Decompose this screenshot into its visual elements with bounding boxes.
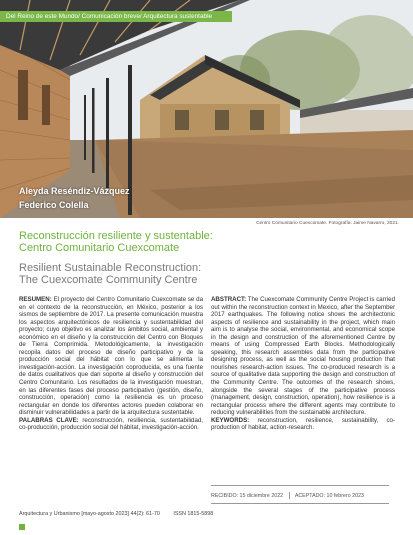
abstract-label: ABSTRACT: (211, 296, 247, 303)
abstract-paragraph (211, 296, 395, 417)
keywords-text: reconstruction, resilience, sustainability, co-production of habitat, action-research. (211, 416, 395, 432)
issn: ISSN 1815-5898 (173, 511, 214, 517)
resumen-label: RESUMEN: (19, 296, 52, 303)
accepted-date: ACEPTADO: 10 febrero 2023 (294, 492, 364, 499)
divider (289, 492, 290, 499)
spanish-title (19, 231, 213, 254)
author-name: Federico Colella (19, 200, 89, 210)
english-title (19, 263, 201, 286)
palabras-clave-paragraph (19, 417, 203, 432)
spanish-title-line: Reconstrucción resiliente y sustentable: (19, 230, 213, 242)
submission-dates (211, 492, 391, 499)
abstract-column (211, 296, 395, 432)
received-date: RECIBIDO: 15 diciembre 2022 (211, 492, 284, 499)
abstract-text: The Cuexcomate Community Centre Project is carried out within the reconstruction context in Mexico, after the September 2017 earthquakes. The following notice shows the architectonic aspects of resilience and sustainability in the project, which main aim is to analyse the social, environmental, and economical scope in the design and construction of the aforementioned Centre by means of using Compressed Earth Blocks. Methodologically speaking, this research assembles data from the participative designing process, as well as the social housing production that nourishes research-action issues. The co-produced research is a source of qualitative data supporting the design and construction of the Community Centre. The outcomes of the research shows, alongside the several stages of the participative process (management, design, construction, operation), how resilience is a rectangular process where the different agents may contribute to reducing vulnerabilities from the sustainable architecture. (211, 296, 395, 417)
palabras-clave-text: reconstrucción, resiliencia, sustentabilidad, co-producción, producción social del hábitat, investigación-acción. (19, 416, 203, 432)
english-title-line: Resilient Sustainable Reconstruction: (19, 262, 202, 274)
resumen-column (19, 296, 203, 432)
photo-caption: Centro Comunitario Cuexcomate. Fotografía: Jaime Navarro, 2021. (256, 221, 399, 226)
divider (211, 503, 389, 504)
spanish-title-line: Centro Comunitario Cuexcomate (19, 241, 180, 254)
breadcrumb: Del Reino de este Mundo/ Comunicación breve/ Arquitectura sustentable (0, 11, 232, 22)
journal-logo-icon (19, 524, 25, 530)
divider (211, 485, 389, 486)
english-title-line: The Cuexcomate Community Centre (19, 273, 198, 286)
keywords-paragraph (211, 417, 395, 432)
palabras-clave-label: PALABRAS CLAVE: (19, 416, 79, 424)
resumen-paragraph (19, 296, 203, 417)
authors (19, 184, 130, 212)
page-footer (19, 511, 213, 517)
keywords-label: KEYWORDS: (211, 416, 250, 424)
author-name: Aleyda Reséndiz-Vázquez (19, 186, 130, 196)
resumen-text: El proyecto del Centro Comunitario Cuexcomate se da en el contexto de la reconstrucción, en México, posterior a los sismos de septiembre de 2017. La presente comunicación muestra los aspectos arquitectónicos de resiliencia y sustentabilidad del proyecto; cuyo objetivo es analizar los ámbitos social, ambiental y económico en el diseño y la construcción del Centro con Bloques de Tierra Comprimida. Metodológicamente, la investigación recopila datos del proceso de diseño participativo y de la producción social del hábitat con lo que se alimenta la investigación-acción. La investigación coproducida, es una fuente de datos cualitativos que dan soporte al diseño y construcción del Centro Comunitario. Los resultados de la investigación muestran, en las diferentes fases del proceso participativo (gestión, diseño, construcción, operación) como la resiliencia es un proceso rectangular en donde los diferentes actores pueden colaborar en disminuir vulnerabilidades a partir de la arquitectura sustentable. (19, 296, 203, 417)
journal-citation: Arquitectura y Urbanismo [mayo-agosto 2023] 44(2): 61-70 (19, 511, 160, 517)
